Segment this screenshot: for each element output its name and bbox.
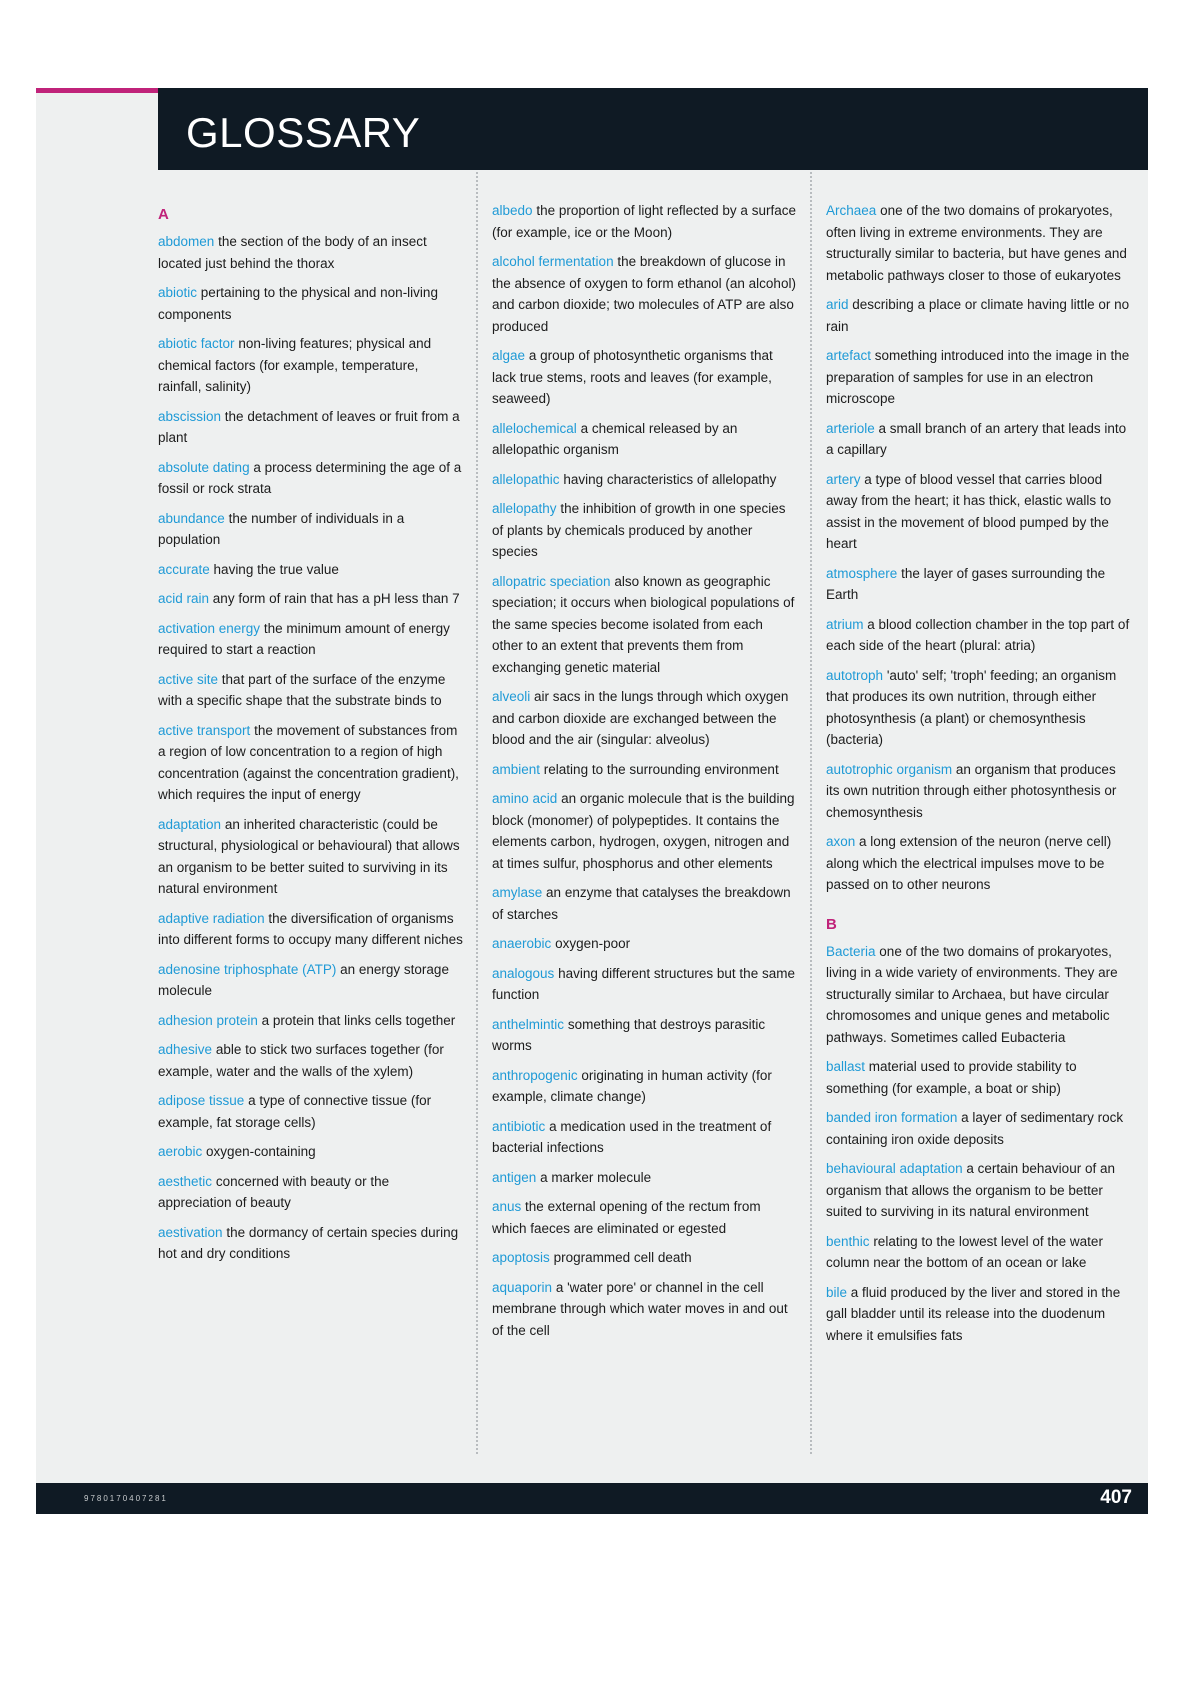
glossary-term: arid [826, 297, 849, 312]
glossary-definition: that part of the surface of the enzyme with a specific shape that the substrate binds to [158, 671, 446, 708]
glossary-term: ambient [492, 761, 541, 777]
glossary-term: bile [826, 1284, 848, 1300]
glossary-term: allelopathic [492, 471, 560, 487]
glossary-definition: the detachment of leaves or fruit from a plant [158, 408, 460, 445]
glossary-term: accurate [158, 561, 210, 577]
glossary-definition: the breakdown of glucose in the absence of oxygen to form ethanol (an alcohol) and carbon dioxide; two molecules of ATP are also produced [492, 254, 796, 334]
glossary-entry [492, 759, 797, 781]
glossary-term: aerobic [158, 1144, 203, 1159]
glossary-entry [492, 571, 797, 679]
glossary-term: activation energy [158, 620, 261, 636]
glossary-term: abiotic [158, 285, 198, 300]
glossary-term: acid rain [158, 591, 210, 606]
glossary-entry [492, 686, 797, 751]
footer-band [36, 1483, 1148, 1514]
glossary-definition: a certain behaviour of an organism that allows the organism to be better suited to surviving in its natural environment [826, 1161, 1115, 1219]
page-number: 407 [1100, 1487, 1132, 1508]
glossary-definition: a marker molecule [540, 1169, 652, 1185]
glossary-entry [826, 1107, 1130, 1150]
glossary-definition: a fluid produced by the liver and stored in the gall bladder until its release into the duodenum where it emulsifies fats [826, 1284, 1121, 1343]
glossary-entry [826, 1282, 1130, 1347]
glossary-definition: the external opening of the rectum from which faeces are eliminated or egested [492, 1199, 761, 1236]
glossary-entry [158, 559, 463, 581]
glossary-term: allelochemical [492, 420, 577, 436]
glossary-entry [492, 963, 797, 1006]
glossary-term: aquaporin [492, 1279, 553, 1295]
glossary-definition: originating in human activity (for example, climate change) [492, 1067, 772, 1104]
glossary-term: active transport [158, 722, 251, 738]
glossary-definition: the diversification of organisms into different forms to occupy many different niches [158, 910, 463, 947]
title-band [158, 88, 1148, 170]
glossary-definition: a layer of sedimentary rock containing iron oxide deposits [826, 1110, 1124, 1147]
glossary-term: amino acid [492, 791, 558, 806]
glossary-term: aestivation [158, 1224, 223, 1240]
glossary-entry [492, 1196, 797, 1239]
glossary-definition: pertaining to the physical and non-living components [158, 285, 438, 322]
glossary-definition: oxygen-poor [555, 936, 631, 951]
glossary-term: allopatric speciation [492, 573, 611, 589]
glossary-definition: able to stick two surfaces together (for example, water and the walls of the xylem) [158, 1042, 444, 1079]
glossary-term: anthropogenic [492, 1067, 578, 1083]
glossary-definition: relating to the surrounding environment [543, 761, 779, 777]
glossary-term: antibiotic [492, 1118, 546, 1134]
accent-bar [36, 88, 158, 93]
glossary-entry [158, 1010, 463, 1032]
glossary-term: abscission [158, 408, 222, 424]
glossary-term: abundance [158, 510, 225, 526]
glossary-definition: a medication used in the treatment of bacterial infections [492, 1118, 772, 1155]
glossary-definition: a long extension of the neuron (nerve cell) along which the electrical impulses move to be passed on to other neurons [826, 834, 1112, 892]
glossary-definition: the minimum amount of energy required to start a reaction [158, 620, 450, 657]
glossary-definition: any form of rain that has a pH less than 7 [212, 591, 460, 606]
glossary-entry [826, 831, 1130, 896]
glossary-definition: the dormancy of certain species during hot and dry conditions [158, 1224, 459, 1261]
glossary-entry [158, 669, 463, 712]
glossary-term: antigen [492, 1169, 537, 1185]
glossary-term: adenosine triphosphate (ATP) [158, 961, 337, 977]
glossary-definition: a chemical released by an allelopathic organism [492, 420, 738, 457]
section-letter: A [158, 206, 169, 223]
glossary-entry [826, 345, 1130, 410]
glossary-definition: a protein that links cells together [261, 1012, 456, 1028]
glossary-entry [826, 614, 1130, 657]
glossary-term: aesthetic [158, 1173, 213, 1189]
glossary-entry [158, 1171, 463, 1214]
glossary-term: alveoli [492, 689, 531, 704]
glossary-term: anaerobic [492, 936, 552, 951]
glossary-entry [826, 469, 1130, 555]
glossary-definition: an organic molecule that is the building block (monomer) of polypeptides. It contains the elements carbon, hydrogen, oxygen, nitrogen and at times sulfur, phosphorus and other elements [492, 791, 795, 871]
glossary-definition: having characteristics of allelopathy [563, 471, 777, 487]
glossary-entry [158, 1141, 463, 1163]
glossary-definition: the section of the body of an insect located just behind the thorax [158, 234, 427, 271]
glossary-definition: the inhibition of growth in one species of plants by chemicals produced by another species [492, 501, 786, 559]
glossary-term: autotrophic organism [826, 761, 953, 777]
glossary-term: adhesive [158, 1042, 213, 1057]
glossary-term: anthelmintic [492, 1016, 565, 1032]
glossary-definition: one of the two domains of prokaryotes, living in a wide variety of environments. They are structurally similar to Archaea, but have circular chromosomes and unique genes and metabolic pathways. Sometimes called Eubacteria [826, 943, 1118, 1045]
glossary-term: atrium [826, 616, 864, 632]
glossary-term: abdomen [158, 234, 215, 249]
glossary-term: alcohol fermentation [492, 254, 614, 269]
glossary-definition: having the true value [213, 561, 339, 577]
glossary-entry [158, 618, 463, 661]
glossary-definition: material used to provide stability to something (for example, a boat or ship) [826, 1059, 1077, 1096]
glossary-entry [826, 563, 1130, 606]
glossary-definition: the layer of gases surrounding the Earth [826, 565, 1106, 602]
glossary-entry [158, 1222, 463, 1265]
glossary-definition: an enzyme that catalyses the breakdown of starches [492, 885, 791, 922]
glossary-term: artery [826, 471, 861, 487]
glossary-definition: programmed cell death [553, 1250, 692, 1265]
glossary-term: adaptive radiation [158, 910, 265, 926]
glossary-definition: the proportion of light reflected by a surface (for example, ice or the Moon) [492, 203, 796, 240]
glossary-definition: non-living features; physical and chemical factors (for example, temperature, rainfall, salinity) [158, 336, 432, 394]
glossary-definition: describing a place or climate having little or no rain [826, 297, 1130, 334]
glossary-entry [492, 788, 797, 874]
glossary-entry [826, 294, 1130, 337]
glossary-definition: having different structures but the same function [492, 965, 795, 1002]
glossary-definition: oxygen-containing [206, 1144, 316, 1159]
glossary-entry [492, 418, 797, 461]
glossary-definition: a group of photosynthetic organisms that lack true stems, roots and leaves (for example, seaweed) [492, 348, 773, 406]
glossary-entry [492, 1065, 797, 1108]
glossary-term: adaptation [158, 816, 222, 832]
glossary-term: algae [492, 348, 526, 363]
glossary-entry [492, 1167, 797, 1189]
glossary-term: atmosphere [826, 565, 898, 581]
glossary-columns [158, 200, 1128, 1462]
glossary-definition: something introduced into the image in the preparation of samples for use in an electron microscope [826, 348, 1130, 406]
glossary-entry [158, 588, 463, 610]
glossary-entry [158, 333, 463, 398]
glossary-entry [158, 1039, 463, 1082]
glossary-term: behavioural adaptation [826, 1161, 963, 1176]
glossary-term: amylase [492, 885, 543, 900]
glossary-entry [826, 1056, 1130, 1099]
glossary-entry [492, 1014, 797, 1057]
glossary-term: axon [826, 834, 856, 849]
glossary-column-2 [492, 200, 797, 1462]
glossary-definition: also known as geographic speciation; it occurs when biological populations of the same species become isolated from each other to an extent that prevents them from exchanging genetic material [492, 573, 795, 675]
glossary-term: absolute dating [158, 459, 250, 475]
glossary-term: ballast [826, 1059, 866, 1074]
glossary-term: analogous [492, 965, 555, 981]
glossary-term: arteriole [826, 420, 875, 436]
glossary-entry [492, 1247, 797, 1269]
glossary-entry [826, 759, 1130, 824]
glossary-entry [158, 406, 463, 449]
glossary-definition: a 'water pore' or channel in the cell membrane through which water moves in and out of the cell [492, 1279, 788, 1338]
glossary-term: active site [158, 671, 219, 687]
glossary-entry [492, 469, 797, 491]
isbn-text: 9780170407281 [84, 1494, 168, 1503]
glossary-entry [826, 1158, 1130, 1223]
glossary-term: banded iron formation [826, 1110, 958, 1125]
glossary-definition: one of the two domains of prokaryotes, often living in extreme environments. They are structurally similar to bacteria, but have genes and metabolic pathways closer to those of eukaryotes [826, 203, 1127, 283]
glossary-column-3 [826, 200, 1130, 1462]
glossary-definition: an organism that produces its own nutrition through either photosynthesis or chemosynthesis [826, 761, 1117, 820]
glossary-entry [158, 908, 463, 951]
glossary-term: apoptosis [492, 1250, 550, 1265]
glossary-entry [826, 665, 1130, 751]
section-letter: B [826, 915, 837, 933]
glossary-entry [492, 498, 797, 563]
glossary-term: allelopathy [492, 501, 557, 516]
glossary-entry [158, 508, 463, 551]
glossary-term: albedo [492, 203, 533, 218]
glossary-term: abiotic factor [158, 336, 235, 351]
glossary-definition: an energy storage molecule [158, 961, 449, 998]
glossary-entry [826, 1231, 1130, 1274]
glossary-definition: a type of blood vessel that carries blood away from the heart; it has thick, elastic walls to assist in the movement of blood pumped by the heart [826, 471, 1112, 551]
glossary-definition: relating to the lowest level of the water column near the bottom of an ocean or lake [826, 1233, 1103, 1270]
glossary-entry [492, 1116, 797, 1159]
glossary-entry [492, 933, 797, 955]
glossary-entry [492, 200, 797, 243]
glossary-entry [158, 282, 463, 325]
glossary-entry [158, 231, 463, 274]
glossary-term: artefact [826, 348, 872, 363]
glossary-term: Archaea [826, 203, 877, 218]
glossary-term: Bacteria [826, 943, 876, 959]
glossary-definition: air sacs in the lungs through which oxygen and carbon dioxide are exchanged between the blood and the air (singular: alveolus) [492, 689, 789, 747]
glossary-entry [492, 882, 797, 925]
glossary-definition: the movement of substances from a region of low concentration to a region of high concentration (against the concentration gradient), which requires the input of energy [158, 722, 459, 802]
page-title: GLOSSARY [186, 109, 421, 156]
glossary-term: autotroph [826, 667, 884, 683]
glossary-definition: a type of connective tissue (for example, fat storage cells) [158, 1093, 432, 1130]
glossary-entry [158, 720, 463, 806]
glossary-entry [492, 1277, 797, 1342]
glossary-definition: 'auto' self; 'troph' feeding; an organism that produces its own nutrition, through either photosynthesis (a plant) or chemosynthesis (bacteria) [826, 667, 1117, 747]
glossary-definition: something that destroys parasitic worms [492, 1016, 766, 1053]
glossary-term: benthic [826, 1233, 870, 1249]
glossary-term: adipose tissue [158, 1093, 245, 1108]
glossary-term: anus [492, 1199, 522, 1214]
glossary-column-1 [158, 200, 463, 1462]
glossary-entry [826, 418, 1130, 461]
glossary-entry [826, 200, 1130, 286]
glossary-entry [492, 251, 797, 337]
glossary-term: adhesion protein [158, 1012, 258, 1028]
glossary-entry [492, 345, 797, 410]
glossary-entry [158, 457, 463, 500]
glossary-entry [158, 814, 463, 900]
glossary-definition: the number of individuals in a population [158, 510, 405, 547]
glossary-definition: concerned with beauty or the appreciation of beauty [158, 1173, 390, 1210]
glossary-definition: a small branch of an artery that leads into a capillary [826, 420, 1127, 457]
glossary-entry [158, 959, 463, 1002]
glossary-definition: an inherited characteristic (could be structural, physiological or behavioural) that allows an organism to be better suited to surviving in its natural environment [158, 816, 460, 896]
glossary-entry [158, 1090, 463, 1133]
glossary-definition: a blood collection chamber in the top part of each side of the heart (plural: atria) [826, 616, 1130, 653]
glossary-entry [826, 941, 1130, 1049]
glossary-definition: a process determining the age of a fossil or rock strata [158, 459, 462, 496]
